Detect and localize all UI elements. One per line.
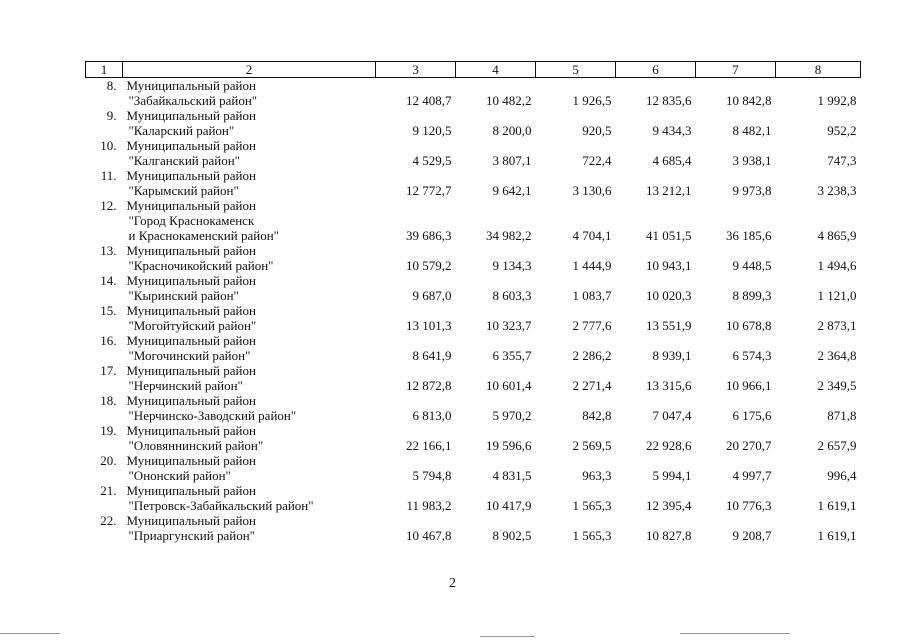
value-col-3: 10 579,2 bbox=[406, 258, 452, 273]
value-col-4: 19 596,6 bbox=[486, 438, 532, 453]
table-header-row bbox=[86, 62, 861, 78]
district-name-line: Муниципальный район bbox=[126, 513, 256, 528]
column-header-5: 5 bbox=[536, 62, 616, 78]
district-name bbox=[123, 138, 376, 168]
value-col-7: 10 842,8 bbox=[726, 93, 772, 108]
value-col-5: 3 130,6 bbox=[572, 183, 612, 198]
column-header-6: 6 bbox=[616, 62, 696, 78]
value-col-7: 6 175,6 bbox=[732, 408, 772, 423]
value-col-6: 22 928,6 bbox=[646, 438, 692, 453]
value-col-4: 6 355,7 bbox=[492, 348, 532, 363]
value-col-8: 4 865,9 bbox=[817, 228, 857, 243]
district-name-line: Муниципальный район bbox=[126, 273, 256, 288]
district-name-line: "Город Краснокаменск bbox=[128, 213, 255, 228]
value-col-8: 3 238,3 bbox=[817, 183, 857, 198]
row-number: 15. bbox=[100, 303, 117, 318]
value-col-6: 41 051,5 bbox=[646, 228, 692, 243]
table-row bbox=[86, 363, 861, 393]
row-number: 20. bbox=[100, 453, 117, 468]
row-number: 14. bbox=[100, 273, 117, 288]
district-name-line: Муниципальный район bbox=[126, 198, 256, 213]
table-row bbox=[86, 333, 861, 363]
value-col-6: 9 434,3 bbox=[652, 123, 692, 138]
district-name-line: Муниципальный район bbox=[126, 453, 256, 468]
value-col-8: 1 992,8 bbox=[817, 93, 857, 108]
value-col-3: 10 467,8 bbox=[406, 528, 452, 543]
district-name-line: "Петровск-Забайкальский район" bbox=[128, 498, 314, 513]
value-col-3: 12 772,7 bbox=[406, 183, 452, 198]
row-number: 18. bbox=[100, 393, 117, 408]
row-number: 13. bbox=[100, 243, 117, 258]
table-row bbox=[86, 513, 861, 543]
district-name-line: Муниципальный район bbox=[126, 78, 256, 93]
value-col-6: 12 835,6 bbox=[646, 93, 692, 108]
value-col-5: 1 926,5 bbox=[572, 93, 612, 108]
table-header bbox=[86, 62, 861, 78]
district-name bbox=[123, 243, 376, 273]
value-col-4: 4 831,5 bbox=[492, 468, 532, 483]
district-name bbox=[123, 78, 376, 109]
value-col-5: 963,3 bbox=[582, 468, 612, 483]
district-name bbox=[123, 483, 376, 513]
value-col-6: 12 395,4 bbox=[646, 498, 692, 513]
district-name bbox=[123, 393, 376, 423]
value-col-3: 4 529,5 bbox=[412, 153, 452, 168]
district-name-line: Муниципальный район bbox=[126, 108, 256, 123]
table-row bbox=[86, 243, 861, 273]
district-name-line: "Могойтуйский район" bbox=[128, 318, 257, 333]
value-col-7: 10 678,8 bbox=[726, 318, 772, 333]
value-col-4: 8 603,3 bbox=[492, 288, 532, 303]
value-col-8: 952,2 bbox=[827, 123, 857, 138]
value-col-7: 4 997,7 bbox=[732, 468, 772, 483]
value-col-4: 8 200,0 bbox=[492, 123, 532, 138]
value-col-4: 10 417,9 bbox=[486, 498, 532, 513]
table-row bbox=[86, 168, 861, 198]
value-col-5: 920,5 bbox=[582, 123, 612, 138]
value-col-3: 39 686,3 bbox=[406, 228, 452, 243]
value-col-7: 8 482,1 bbox=[732, 123, 772, 138]
district-name-line: Муниципальный район bbox=[126, 333, 256, 348]
value-col-6: 4 685,4 bbox=[652, 153, 692, 168]
value-col-4: 5 970,2 bbox=[492, 408, 532, 423]
column-header-1: 1 bbox=[86, 62, 123, 78]
value-col-4: 9 642,1 bbox=[492, 183, 532, 198]
column-header-7: 7 bbox=[696, 62, 776, 78]
district-name-line: Муниципальный район bbox=[126, 363, 256, 378]
value-col-6: 10 020,3 bbox=[646, 288, 692, 303]
value-col-8: 2 364,8 bbox=[817, 348, 857, 363]
district-name-line: "Карымский район" bbox=[128, 183, 239, 198]
row-number: 21. bbox=[100, 483, 117, 498]
value-col-3: 13 101,3 bbox=[406, 318, 452, 333]
district-name-line: Муниципальный район bbox=[126, 423, 256, 438]
value-col-5: 842,8 bbox=[582, 408, 612, 423]
page-number: 2 bbox=[449, 576, 456, 591]
value-col-8: 747,3 bbox=[827, 153, 857, 168]
value-col-7: 8 899,3 bbox=[732, 288, 772, 303]
value-col-8: 871,8 bbox=[827, 408, 857, 423]
value-col-5: 2 271,4 bbox=[572, 378, 612, 393]
district-name bbox=[123, 198, 376, 243]
district-name bbox=[123, 303, 376, 333]
row-number: 8. bbox=[106, 78, 117, 93]
district-name-line: Муниципальный район bbox=[126, 243, 256, 258]
value-col-4: 10 601,4 bbox=[486, 378, 532, 393]
budget-table bbox=[85, 61, 861, 543]
value-col-5: 722,4 bbox=[582, 153, 612, 168]
value-col-6: 10 943,1 bbox=[646, 258, 692, 273]
table-row bbox=[86, 78, 861, 109]
district-name bbox=[123, 168, 376, 198]
district-name-line: Муниципальный район bbox=[126, 138, 256, 153]
value-col-5: 1 565,3 bbox=[572, 498, 612, 513]
table-row bbox=[86, 423, 861, 453]
table-row bbox=[86, 483, 861, 513]
district-name-line: "Оловяннинский район" bbox=[128, 438, 264, 453]
value-col-7: 3 938,1 bbox=[732, 153, 772, 168]
value-col-8: 996,4 bbox=[827, 468, 857, 483]
value-col-7: 9 973,8 bbox=[732, 183, 772, 198]
value-col-8: 1 619,1 bbox=[817, 528, 857, 543]
value-col-7: 20 270,7 bbox=[726, 438, 772, 453]
scan-artifact-line bbox=[0, 633, 60, 634]
district-name-line: "Нерчинский район" bbox=[128, 378, 243, 393]
district-name-line: "Калганский район" bbox=[128, 153, 240, 168]
value-col-8: 2 657,9 bbox=[817, 438, 857, 453]
row-number: 22. bbox=[100, 513, 117, 528]
row-number: 12. bbox=[100, 198, 117, 213]
value-col-3: 9 687,0 bbox=[412, 288, 452, 303]
value-col-6: 8 939,1 bbox=[652, 348, 692, 363]
row-number: 9. bbox=[106, 108, 117, 123]
column-header-8: 8 bbox=[776, 62, 861, 78]
value-col-4: 8 902,5 bbox=[492, 528, 532, 543]
district-name bbox=[123, 363, 376, 393]
value-col-8: 2 873,1 bbox=[817, 318, 857, 333]
district-name-line: "Приаргунский район" bbox=[128, 528, 255, 543]
value-col-5: 1 565,3 bbox=[572, 528, 612, 543]
value-col-5: 2 286,2 bbox=[572, 348, 612, 363]
value-col-8: 1 121,0 bbox=[817, 288, 857, 303]
value-col-7: 6 574,3 bbox=[732, 348, 772, 363]
value-col-5: 1 083,7 bbox=[572, 288, 612, 303]
table-row bbox=[86, 108, 861, 138]
scan-artifact-line bbox=[680, 633, 790, 634]
district-name-line: Муниципальный район bbox=[126, 393, 256, 408]
scan-artifact-line bbox=[480, 636, 535, 637]
district-name bbox=[123, 108, 376, 138]
value-col-3: 11 983,2 bbox=[406, 498, 452, 513]
district-name-line: "Нерчинско-Заводский район" bbox=[128, 408, 297, 423]
column-header-4: 4 bbox=[456, 62, 536, 78]
table-row bbox=[86, 453, 861, 483]
table-row bbox=[86, 198, 861, 243]
district-name bbox=[123, 513, 376, 543]
value-col-3: 8 641,9 bbox=[412, 348, 452, 363]
value-col-7: 9 208,7 bbox=[732, 528, 772, 543]
value-col-6: 10 827,8 bbox=[646, 528, 692, 543]
value-col-5: 1 444,9 bbox=[572, 258, 612, 273]
value-col-6: 13 212,1 bbox=[646, 183, 692, 198]
value-col-5: 2 777,6 bbox=[572, 318, 612, 333]
table-body bbox=[86, 78, 861, 544]
value-col-4: 10 323,7 bbox=[486, 318, 532, 333]
value-col-7: 36 185,6 bbox=[726, 228, 772, 243]
row-number: 10. bbox=[100, 138, 117, 153]
district-name-line: "Забайкальский район" bbox=[128, 93, 258, 108]
district-name-line: "Кыринский район" bbox=[128, 288, 239, 303]
value-col-3: 9 120,5 bbox=[412, 123, 452, 138]
row-number: 16. bbox=[100, 333, 117, 348]
value-col-5: 4 704,1 bbox=[572, 228, 612, 243]
value-col-3: 12 408,7 bbox=[406, 93, 452, 108]
table-row bbox=[86, 303, 861, 333]
value-col-7: 9 448,5 bbox=[732, 258, 772, 273]
value-col-6: 13 551,9 bbox=[646, 318, 692, 333]
value-col-4: 9 134,3 bbox=[492, 258, 532, 273]
table-row bbox=[86, 273, 861, 303]
district-name bbox=[123, 333, 376, 363]
district-name-line: Муниципальный район bbox=[126, 303, 256, 318]
value-col-3: 22 166,1 bbox=[406, 438, 452, 453]
district-name-line: "Могочинский район" bbox=[128, 348, 251, 363]
value-col-7: 10 776,3 bbox=[726, 498, 772, 513]
value-col-3: 12 872,8 bbox=[406, 378, 452, 393]
value-col-8: 1 494,6 bbox=[817, 258, 857, 273]
value-col-3: 6 813,0 bbox=[412, 408, 452, 423]
value-col-4: 3 807,1 bbox=[492, 153, 532, 168]
value-col-4: 10 482,2 bbox=[486, 93, 532, 108]
district-name-line: Муниципальный район bbox=[126, 483, 256, 498]
value-col-6: 7 047,4 bbox=[652, 408, 692, 423]
table-row bbox=[86, 138, 861, 168]
value-col-5: 2 569,5 bbox=[572, 438, 612, 453]
row-number: 11. bbox=[100, 168, 117, 183]
row-number: 17. bbox=[100, 363, 117, 378]
row-number: 19. bbox=[100, 423, 117, 438]
district-name-line: Муниципальный район bbox=[126, 168, 256, 183]
value-col-6: 13 315,6 bbox=[646, 378, 692, 393]
district-name-line: "Красночикойский район" bbox=[128, 258, 274, 273]
value-col-3: 5 794,8 bbox=[412, 468, 452, 483]
value-col-6: 5 994,1 bbox=[652, 468, 692, 483]
district-name bbox=[123, 273, 376, 303]
district-name bbox=[123, 423, 376, 453]
value-col-8: 1 619,1 bbox=[817, 498, 857, 513]
district-name bbox=[123, 453, 376, 483]
district-name-line: "Ононский район" bbox=[128, 468, 231, 483]
district-name-line: и Краснокаменский район" bbox=[128, 228, 279, 243]
value-col-7: 10 966,1 bbox=[726, 378, 772, 393]
column-header-2: 2 bbox=[123, 62, 376, 78]
value-col-8: 2 349,5 bbox=[817, 378, 857, 393]
value-col-4: 34 982,2 bbox=[486, 228, 532, 243]
table-row bbox=[86, 393, 861, 423]
district-name-line: "Каларский район" bbox=[128, 123, 235, 138]
column-header-3: 3 bbox=[376, 62, 456, 78]
